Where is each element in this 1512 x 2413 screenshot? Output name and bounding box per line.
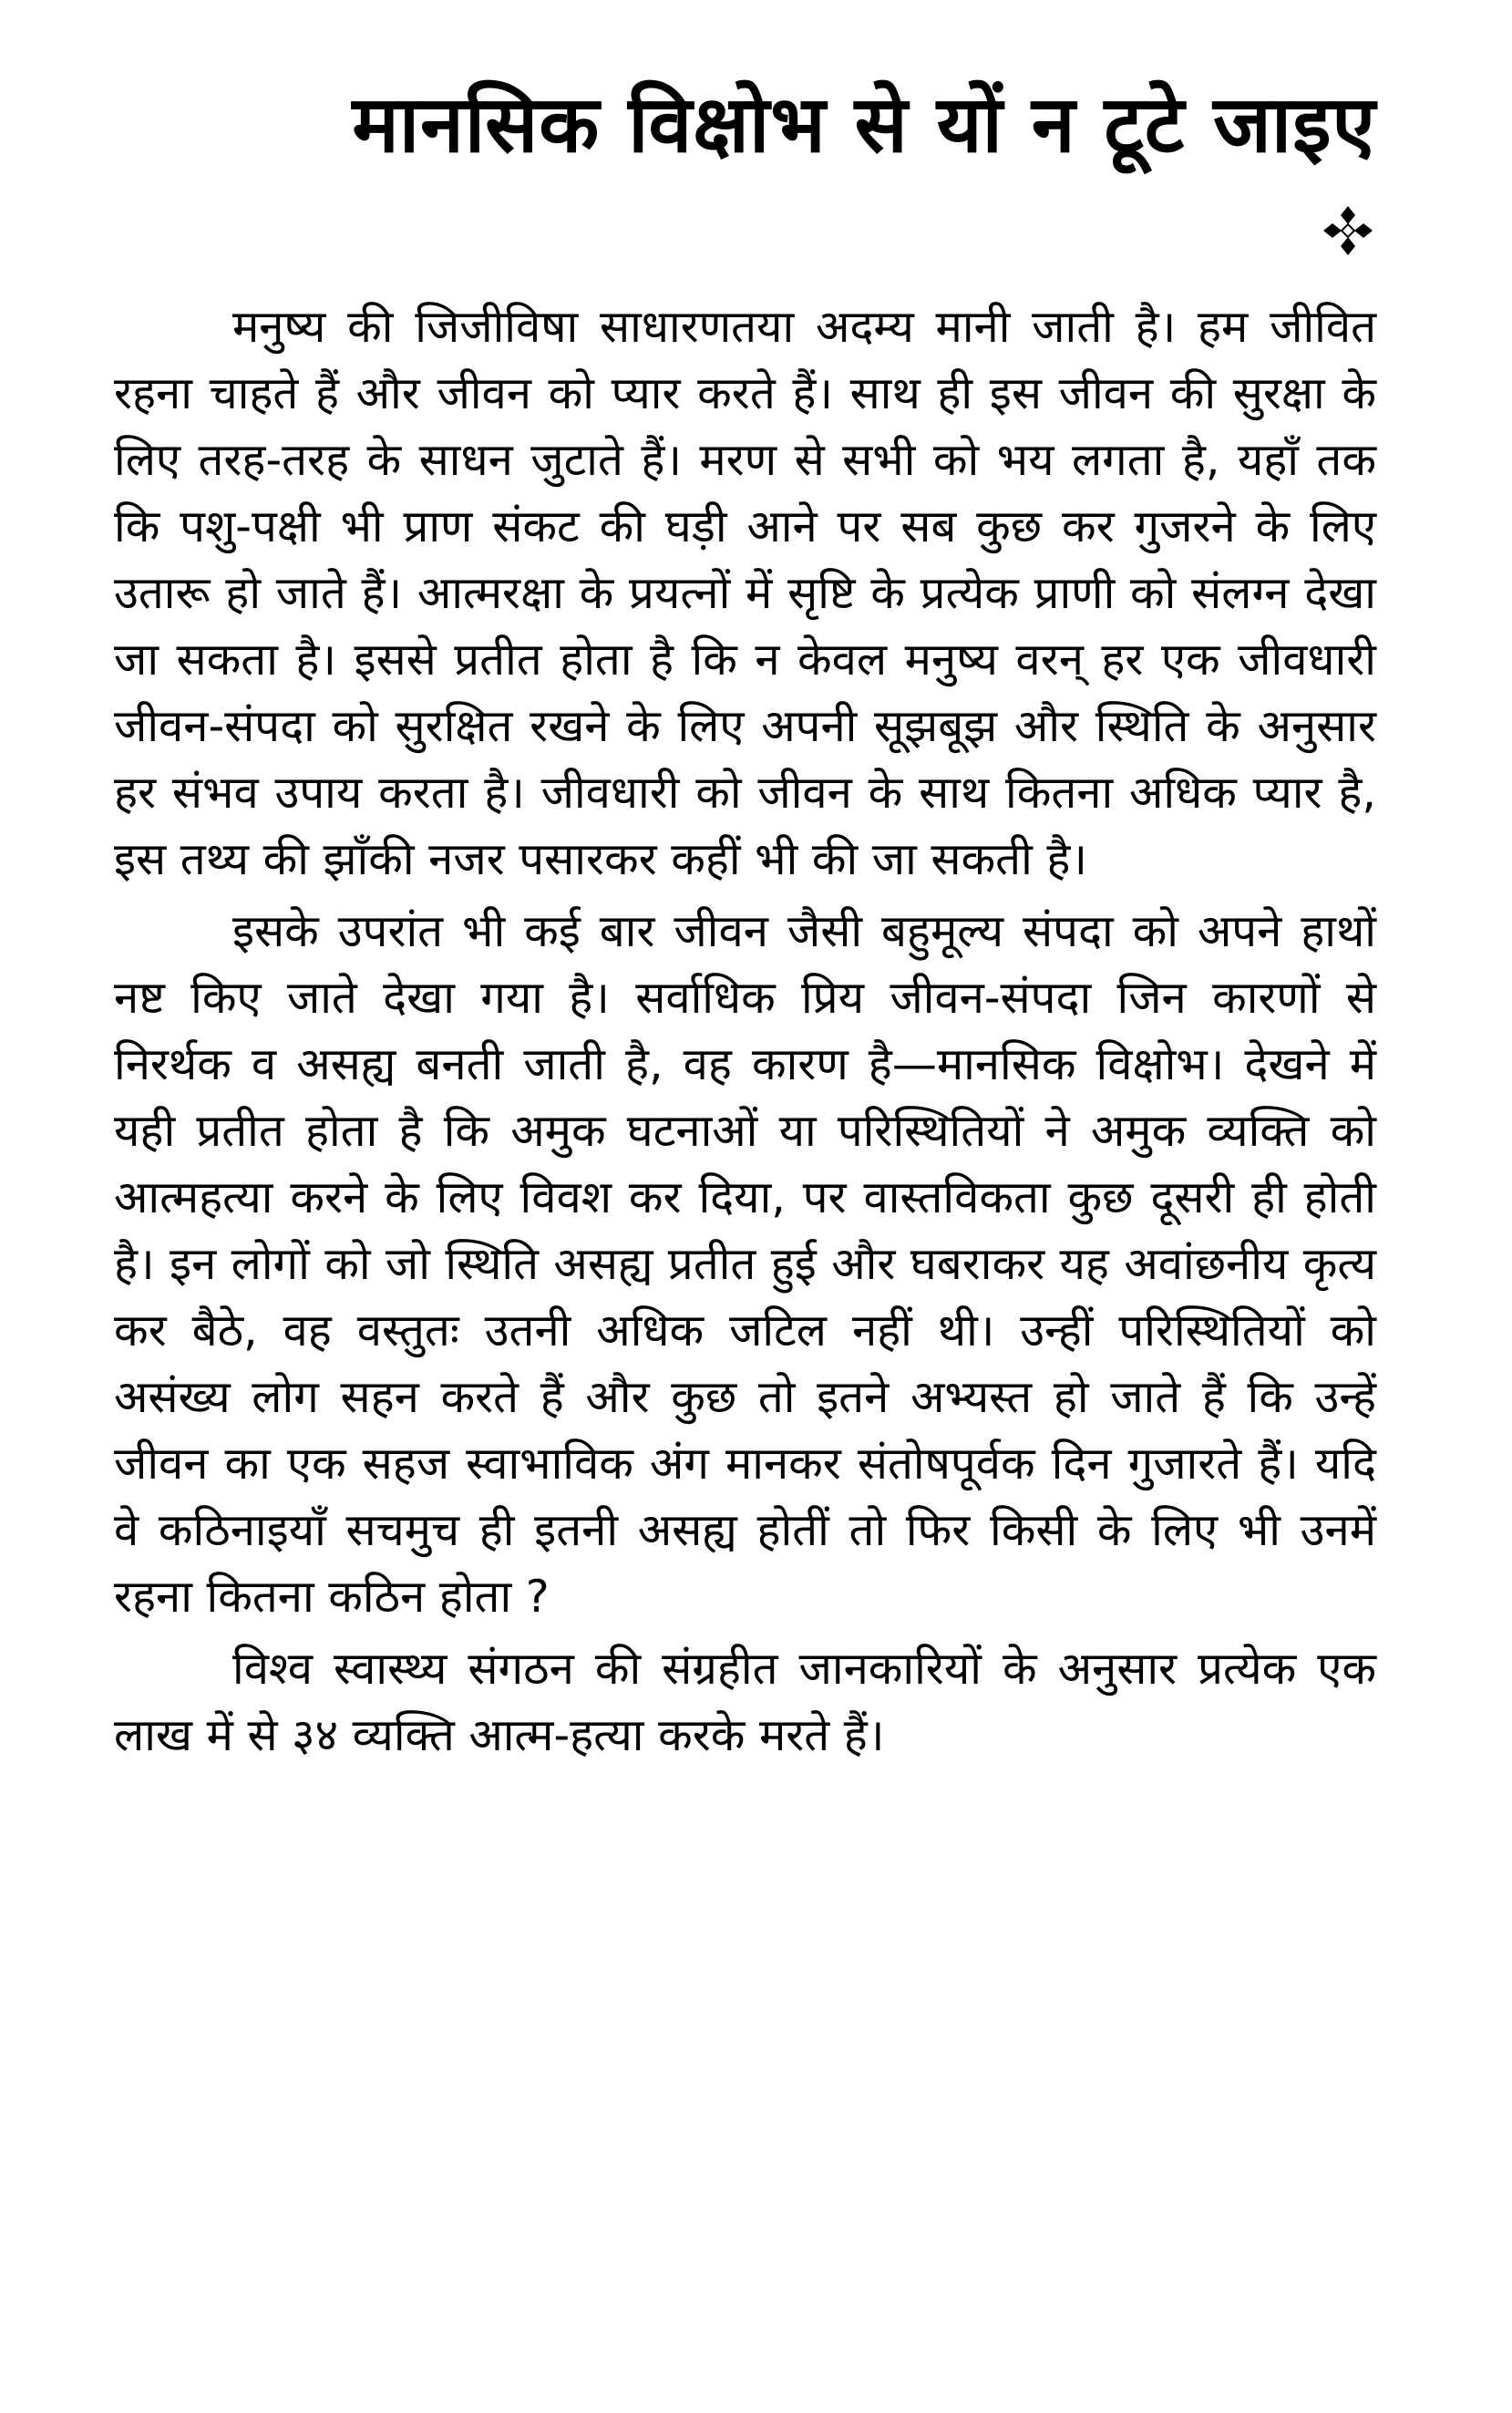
paragraph-2: इसके उपरांत भी कई बार जीवन जैसी बहुमूल्य संपदा को अपने हाथों नष्ट किए जाते देखा गया है। सर्वाधिक प्रिय जीवन-संपदा जिन कारणों से निरर्थक व असह्य बनती जाती है, वह कारण है—मानसिक विक्षोभ। देखने में यही प्रतीत होता है कि अमुक घटनाओं या परिस्थितियों ने अमुक व्यक्ति को आत्महत्या करने के लिए विवश कर दिया, पर वास्तविकता कुछ दूसरी ही होती है। इन लोगों को जो स्थिति असह्य प्रतीत हुई और घबराकर यह अवांछनीय कृत्य कर बैठे, वह वस्तुतः उतनी अधिक जटिल नहीं थी। उन्हीं परिस्थितियों को असंख्य लोग सहन करते हैं और कुछ तो इतने अभ्यस्त हो जाते हैं कि उन्हें जीवन का एक सहज स्वाभाविक अंग मानकर संतोषपूर्वक दिन गुजारते हैं। यदि वे कठिनाइयाँ सचमुच ही इतनी असह्य होतीं तो फिर किसी के लिए भी उनमें रहना कितना कठिन होता ? bbox=[114, 905, 1376, 1623]
book-page bbox=[114, 0, 1376, 2413]
paragraph-3: विश्व स्वास्थ्य संगठन की संग्रहीत जानकारियों के अनुसार प्रत्येक एक लाख में से ३४ व्यक्ति आत्म-हत्या करके मरते हैं। bbox=[114, 1643, 1376, 1761]
diamond-flourish-icon bbox=[1320, 202, 1376, 259]
chapter-title: मानसिक विक्षोभ से यों न टूटे जाइए bbox=[352, 79, 1376, 170]
body-text bbox=[114, 294, 1376, 1774]
paragraph-1: मनुष्य की जिजीविषा साधारणतया अदम्य मानी जाती है। हम जीवित रहना चाहते हैं और जीवन को प्यार करते हैं। साथ ही इस जीवन की सुरक्षा के लिए तरह-तरह के साधन जुटाते हैं। मरण से सभी को भय लगता है, यहाँ तक कि पशु-पक्षी भी प्राण संकट की घड़ी आने पर सब कुछ कर गुजरने के लिए उतारू हो जाते हैं। आत्मरक्षा के प्रयत्नों में सृष्टि के प्रत्येक प्राणी को संलग्न देखा जा सकता है। इससे प्रतीत होता है कि न केवल मनुष्य वरन् हर एक जीवधारी जीवन-संपदा को सुरक्षित रखने के लिए अपनी सूझबूझ और स्थिति के अनुसार हर संभव उपाय करता है। जीवधारी को जीवन के साथ कितना अधिक प्यार है, इस तथ्य की झाँकी नजर पसारकर कहीं भी की जा सकती है। bbox=[114, 301, 1376, 885]
